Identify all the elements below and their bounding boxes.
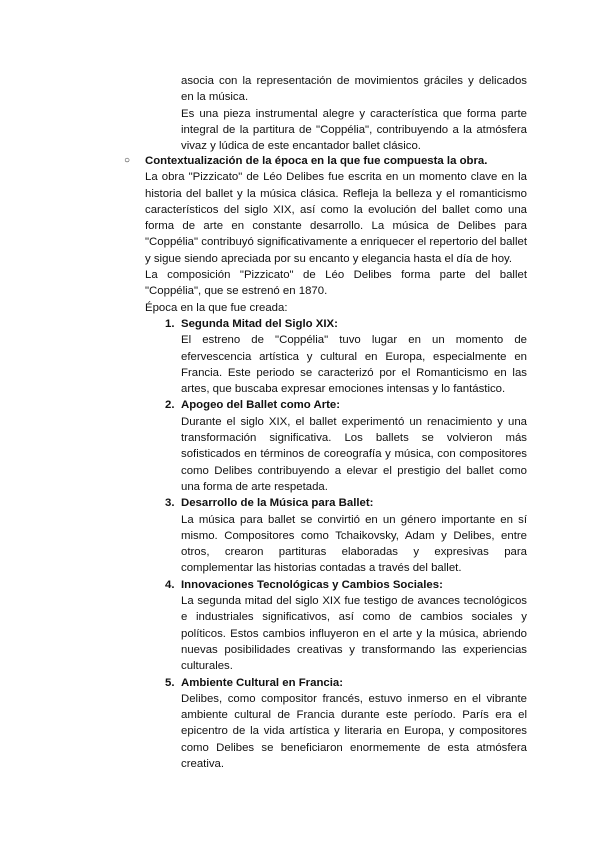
context-section (124, 153, 527, 772)
list-item-number: 1. (165, 317, 175, 330)
list-item-number: 5. (165, 676, 175, 689)
list-item-heading: Apogeo del Ballet como Arte: (181, 399, 341, 412)
list-item-body: El estreno de "Coppélia" tuvo lugar en un momento de efervescencia artística y cultural en Europa, especialmente en Francia. Este periodo se caracterizó por el Romanticismo en las artes, que buscaba expresar emociones intensas y lo fantástico. (181, 334, 527, 396)
list-item-number: 3. (165, 497, 175, 510)
list-item (165, 316, 527, 397)
list-item-heading: Innovaciones Tecnológicas y Cambios Sociales: (181, 578, 443, 591)
list-item-number: 2. (165, 399, 175, 412)
list-item (165, 495, 527, 576)
list-item-body: La segunda mitad del siglo XIX fue testigo de avances tecnológicos e industriales significativos, así como de cambios sociales y políticos. Estos cambios influyeron en el arte y la música, abriendo nuevas posibilidades creativas y transformando las experiencias culturales. (181, 595, 527, 673)
section-paragraph-2: La composición "Pizzicato" de Léo Delibes forma parte del ballet "Coppélia", que se estrenó en 1870. (145, 269, 527, 298)
hollow-circle-bullet-icon: ○ (124, 155, 131, 166)
continuation-paragraph-1: asocia con la representación de movimientos gráciles y delicados en la música. (181, 75, 527, 104)
list-item-body: Delibes, como compositor francés, estuvo inmerso en el vibrante ambiente cultural de Francia durante este período. París era el epicentro de la vida artística y literaria en Europa, y compositores como Delibes se beneficiaron enormemente de esta atmósfera creativa. (181, 692, 527, 770)
list-item-heading: Segunda Mitad del Siglo XIX: (181, 317, 338, 330)
list-item (165, 577, 527, 675)
era-list (145, 316, 527, 772)
list-item-heading: Ambiente Cultural en Francia: (181, 676, 344, 689)
list-item-body: La música para ballet se convirtió en un género importante en sí mismo. Compositores como Tchaikovsky, Adam y Delibes, entre otros, crearon partituras elaboradas y expresivas para complementar las historias contadas a través del ballet. (181, 513, 527, 575)
list-item-heading: Desarrollo de la Música para Ballet: (181, 497, 374, 510)
continuation-text (181, 73, 527, 154)
list-item-number: 4. (165, 578, 175, 591)
continuation-paragraph-2: Es una pieza instrumental alegre y característica que forma parte integral de la partitura de "Coppélia", contribuyendo a la atmósfera vivaz y lúdica de este encantador ballet clásico. (181, 107, 527, 153)
section-intro: Época en la que fue creada: (145, 301, 288, 314)
list-item-body: Durante el siglo XIX, el ballet experimentó un renacimiento y una transformación significativa. Los ballets se volvieron más sofisticados en términos de coreografía y música, con compositores como Delibes contribuyendo a elevar el prestigio del ballet como una forma de arte respetada. (181, 415, 527, 493)
section-title: Contextualización de la época en la que fue compuesta la obra. (145, 155, 488, 167)
section-paragraph-1: La obra "Pizzicato" de Léo Delibes fue escrita en un momento clave en la historia del ballet y la música clásica. Refleja la belleza y el romanticismo característicos del siglo XIX, así como la evolución del ballet como una forma de arte en constante desarrollo. La música de Delibes para "Coppélia" contribuyó significativamente a enriquecer el repertorio del ballet y sigue siendo apreciada por su encanto y elegancia hasta el día de hoy. (145, 171, 527, 265)
list-item (165, 675, 527, 773)
list-item (165, 397, 527, 495)
